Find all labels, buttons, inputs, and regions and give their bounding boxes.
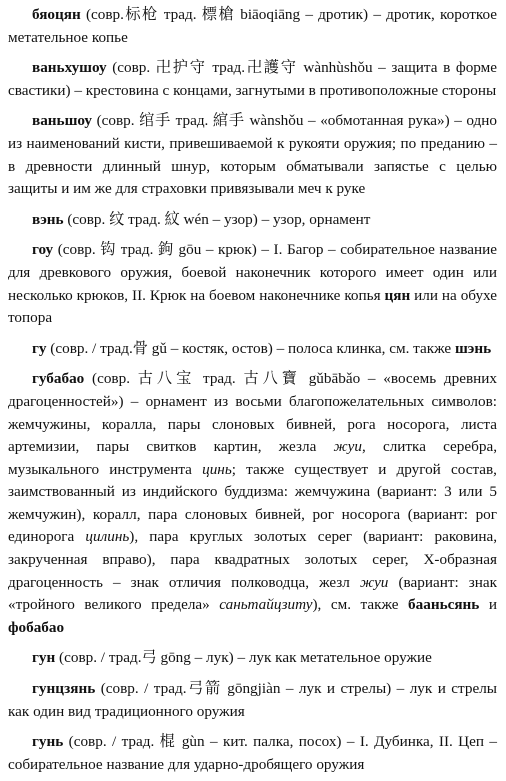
entry-term: бяоцян [32, 6, 81, 23]
entry-term: гунь [32, 733, 64, 751]
entry-definition: (совр. 纹 трад. 紋 wén – узор) – узор, орнамент [63, 210, 371, 228]
dictionary-entry [8, 4, 497, 49]
entry-definition: (совр. / трад.弓 gōng – лук) – лук как метательное оружие [55, 649, 432, 667]
dictionary-entry [8, 731, 497, 776]
entry-definition: (совр. 古八宝 трад. 古八寶 gǔbābǎo – «восемь древних драгоценностей») – орнамент из восьми благопожелательных символов: жемчужины, коралла, пары слоновых бивней, рога носорога, листа артемизии, пары свитков картин, жезла жуи, слитка серебра, музыкального инструмента цинь; также существует и другой состав, заимствованный из индийского буддизма: жемчужина (вариант: 3 или 5 жемчужин), коралл, пара слоновых бивней, рог носорога (вариант: рог единорога цилинь), пара круглых золотых серег (вариант: раковина, закрученная вправо), пара квадратных золотых серег, Х-образная драгоценность – знак отличия полководца, жезл жуи (вариант: знак «тройного великого предела» саньтайцзиту), см. также бааньсянь и фобабао [8, 370, 498, 636]
entry-term: гоу [32, 241, 54, 259]
entry-term: гунцзянь [32, 680, 96, 698]
entry-definition: (совр. / трад.骨 gǔ – костяк, остов) – полоса клинка, см. также шэнь [46, 339, 492, 357]
entry-definition: (совр.标枪 трад. 標槍 biāoqiāng – дротик) – дротик, короткое метательное копье [8, 6, 497, 46]
entry-term: вэнь [32, 210, 64, 228]
dictionary-entry [8, 110, 497, 200]
entry-definition: (совр. / трад.弓箭 gōngjiàn – лук и стрелы) – лук и стрелы как один вид традиционного оружия [8, 680, 497, 720]
dictionary-entry [8, 647, 497, 670]
entry-term: ваньхушоу [32, 59, 107, 77]
dictionary-entry [8, 57, 497, 102]
entry-term: губабао [32, 370, 85, 388]
entry-term: гун [32, 649, 56, 667]
entry-definition: (совр. 绾手 трад. 綰手 wànshǒu – «обмотанная рука») – одно из наименований кисти, привешиваемой к рукояти оружия; по преданию – в древности длинный шнур, которым обматывали запястье с целью защиты и им же для страховки привязывали меч к руке [8, 112, 497, 198]
dictionary-entry [8, 678, 497, 723]
entry-term: гу [32, 339, 47, 357]
dictionary-entry [8, 368, 497, 639]
dictionary-entry [8, 338, 497, 361]
entry-definition: (совр. 卍护守 трад.卍護守 wànhùshǒu – защита в форме свастики) – крестовина с концами, загнутыми в противоположные стороны [8, 59, 497, 99]
dictionary-entry [8, 209, 497, 232]
dictionary-entry [8, 239, 497, 329]
entry-term: ваньшоу [32, 112, 93, 130]
entry-definition: (совр. 钩 трад. 鉤 gōu – крюк) – I. Багор – собирательное название для древкового оружия, боевой наконечник которого имеет один или несколько крюков, II. Крюк на боевом наконечнике копья цян или на обухе топора [8, 241, 497, 327]
entry-definition: (совр. / трад. 棍 gùn – кит. палка, посох) – I. Дубинка, II. Цеп – собирательное название для ударно-дробящего оружия [8, 733, 497, 773]
